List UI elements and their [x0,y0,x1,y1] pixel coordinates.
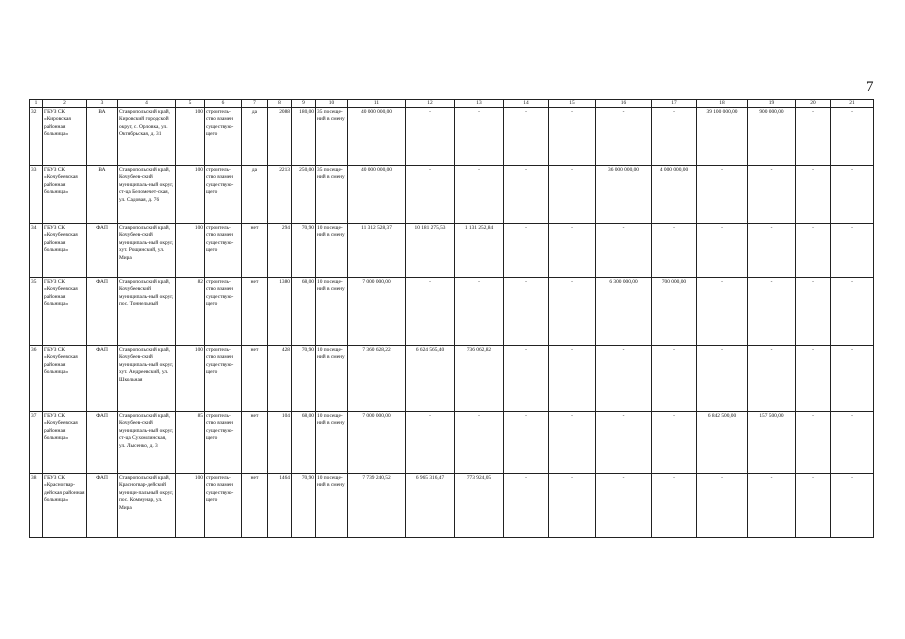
table-cell: 36 [30,346,43,412]
column-header: 4 [118,100,176,108]
table-cell: 35 посеще-ний в смену [316,108,348,166]
table-cell: 428 [268,346,292,412]
table-cell: 6 624 565,40 [406,346,455,412]
column-header: 19 [748,100,796,108]
table-cell: - [455,108,504,166]
column-header: 14 [504,100,549,108]
table-cell: 10 181 275,53 [406,224,455,278]
table-cell: 104 [268,412,292,474]
table-cell: 6 842 500,00 [697,412,748,474]
table-cell: 40 000 000,00 [348,166,406,224]
table-cell: ГБУЗ СК «Кочубеевская районная больница» [43,278,87,346]
table-cell: 70,90 [292,346,316,412]
column-header: 21 [831,100,874,108]
column-header: 6 [205,100,242,108]
table-cell: 10 посеще-ний в смену [316,474,348,538]
table-cell: 100 [176,346,205,412]
table-cell: - [831,474,874,538]
table-cell: ГБУЗ СК «Кировская районная больница» [43,108,87,166]
table-cell: ФАП [87,474,118,538]
table-cell: 40 000 000,00 [348,108,406,166]
table-cell: ФАП [87,412,118,474]
table-cell: строитель-ство взамен существую-щего [205,412,242,474]
table-cell: ФАП [87,224,118,278]
table-row [30,346,874,412]
table-cell: - [748,166,796,224]
table-cell: 7 739 240,52 [348,474,406,538]
table-cell: 6 300 000,00 [596,278,652,346]
table-cell: - [831,166,874,224]
column-header: 15 [549,100,596,108]
table-cell: Ставропольский край, Кочубеевский муниципаль-ный округ, пос. Тоннельный [118,278,176,346]
table-cell: 85 [176,412,205,474]
column-header: 10 [316,100,348,108]
column-header: 3 [87,100,118,108]
table-cell: 1 131 252,84 [455,224,504,278]
table-cell: да [242,166,268,224]
table-cell: 10 посеще-ний в смену [316,224,348,278]
table-cell: 100 [176,108,205,166]
table-cell: - [549,346,596,412]
table-cell: - [504,224,549,278]
table-cell: 900 000,00 [748,108,796,166]
table-cell: 37 [30,412,43,474]
table-cell: - [652,224,697,278]
table-cell: 4 000 000,00 [652,166,697,224]
table-cell: - [549,224,596,278]
table-cell: нет [242,224,268,278]
table-cell: 736 062,82 [455,346,504,412]
table-cell: - [504,346,549,412]
data-table [29,99,874,538]
table-cell: Ставропольский край, Кочубеев-ский муниципаль-ный округ, хут. Андреевский, ул. Школьная [118,346,176,412]
table-cell: - [831,346,874,412]
table-cell: ГБУЗ СК «Кочубеевская районная больница» [43,224,87,278]
table-cell: 36 000 000,00 [596,166,652,224]
table-cell: 2213 [268,166,292,224]
table-cell: строитель-ство взамен существую-щего [205,166,242,224]
table-cell: - [504,474,549,538]
table-cell: - [697,224,748,278]
table-cell: ФАП [87,278,118,346]
table-cell: 100 [176,166,205,224]
table-cell: 7 000 000,00 [348,278,406,346]
table-cell: - [596,108,652,166]
table-cell: - [652,412,697,474]
table-cell: 100 [176,474,205,538]
table-cell: - [504,278,549,346]
table-cell: нет [242,412,268,474]
table-cell: 700 000,00 [652,278,697,346]
table-cell: 68,00 [292,278,316,346]
table-cell: - [831,224,874,278]
table-cell: - [796,108,831,166]
table-cell: - [697,166,748,224]
table-cell: - [748,278,796,346]
table-cell: строитель-ство взамен существую-щего [205,224,242,278]
page-number: 7 [866,79,874,95]
table-cell: 6 965 316,47 [406,474,455,538]
table-cell: 10 посеще-ний в смену [316,346,348,412]
table-cell: ФАП [87,346,118,412]
table-cell: - [406,278,455,346]
table-cell: 70,90 [292,224,316,278]
table-cell: - [748,346,796,412]
table-cell: 32 [30,108,43,166]
table-cell: - [748,224,796,278]
table-cell: 100 [176,224,205,278]
table-cell: - [455,412,504,474]
table-cell: - [549,166,596,224]
table-cell: - [455,166,504,224]
table-cell: строитель-ство взамен существую-щего [205,346,242,412]
table-cell: 2088 [268,108,292,166]
table-cell: - [549,412,596,474]
table-cell: - [831,412,874,474]
column-header: 11 [348,100,406,108]
table-cell: - [796,412,831,474]
table-cell: 1464 [268,474,292,538]
table-cell: - [748,474,796,538]
table-cell: строитель-ство взамен существую-щего [205,474,242,538]
table-cell: 33 [30,166,43,224]
table-cell: - [504,108,549,166]
column-header: 5 [176,100,205,108]
table-cell: - [549,108,596,166]
table-cell: Ставропольский край, Кировский городской округ, с. Орловка, ул. Октябрьская, д. 31 [118,108,176,166]
table-cell: - [504,166,549,224]
table-cell: да [242,108,268,166]
table-cell: ГБУЗ СК «Кочубеевская районная больница» [43,412,87,474]
table-cell: ГБУЗ СК «Красногвар-дейская районная больница» [43,474,87,538]
table-cell: 34 [30,224,43,278]
table-cell: - [406,166,455,224]
column-header: 7 [242,100,268,108]
table-cell: - [406,412,455,474]
column-header: 16 [596,100,652,108]
table-cell: 68,00 [292,412,316,474]
table-cell: нет [242,346,268,412]
table-cell: - [796,166,831,224]
table-cell: 157 500,00 [748,412,796,474]
column-header: 13 [455,100,504,108]
table-cell: - [596,346,652,412]
table-row [30,108,874,166]
table-cell: 10 посеще-ний в смену [316,278,348,346]
table-cell: Ставропольский край, Красногвар-дейский муници-пальный округ, пос. Коммунар, ул. Мира [118,474,176,538]
table-cell: - [697,346,748,412]
table-cell: 82 [176,278,205,346]
table-row [30,412,874,474]
table-cell: - [549,474,596,538]
column-header: 20 [796,100,831,108]
table-cell: - [596,474,652,538]
table-cell: ГБУЗ СК «Кочубеевская районная больница» [43,346,87,412]
table-cell: - [697,474,748,538]
table-cell: - [652,474,697,538]
table-cell: - [697,278,748,346]
table-cell: 180,00 [292,108,316,166]
table-cell: нет [242,474,268,538]
table-cell: - [796,224,831,278]
table-cell: 10 посеще-ний в смену [316,412,348,474]
header-row [30,100,874,108]
table-cell: - [831,278,874,346]
table-cell: 294 [268,224,292,278]
column-header: 9 [292,100,316,108]
table-cell: ВА [87,166,118,224]
table-cell: - [406,108,455,166]
table-cell: Ставропольский край, Кочубеев-ский муниципаль-ный округ, ст-ца Сухомлинская, ул. Лысенко, д. 3 [118,412,176,474]
table-cell: - [596,412,652,474]
table-row [30,224,874,278]
table-cell: - [455,278,504,346]
table-cell: - [596,224,652,278]
column-header: 1 [30,100,43,108]
table-cell: - [504,412,549,474]
table-cell: 250,00 [292,166,316,224]
table-cell: строитель-ство взамен существую-щего [205,278,242,346]
table-cell: ГБУЗ СК «Кочубеевская районная больница» [43,166,87,224]
column-header: 17 [652,100,697,108]
column-header: 2 [43,100,87,108]
column-header: 18 [697,100,748,108]
table-cell: - [796,474,831,538]
table-cell: Ставропольский край, Кочубеев-ский муниципаль-ный округ, ст-ца Беломечет-ская, ул. Садовая, д. 76 [118,166,176,224]
table-cell: 70,90 [292,474,316,538]
table-cell: - [796,278,831,346]
table-cell: - [831,108,874,166]
table-cell: Ставропольский край, Кочубеев-ский муниципаль-ный округ, хут. Рощинский, ул. Мира [118,224,176,278]
table-cell: - [652,108,697,166]
table-cell: 1380 [268,278,292,346]
table-cell: 38 [30,474,43,538]
table-row [30,474,874,538]
column-header: 8 [268,100,292,108]
table-cell: нет [242,278,268,346]
table-row [30,166,874,224]
table-cell: - [796,346,831,412]
table-cell: - [549,278,596,346]
table-cell: 773 924,05 [455,474,504,538]
table-cell: 7 000 000,00 [348,412,406,474]
table-row [30,278,874,346]
table-cell: ВА [87,108,118,166]
table-cell: - [652,346,697,412]
table-cell: 7 360 628,22 [348,346,406,412]
table-cell: строитель-ство взамен существую-щего [205,108,242,166]
table-cell: 11 312 528,37 [348,224,406,278]
table-cell: 35 [30,278,43,346]
column-header: 12 [406,100,455,108]
table-cell: 39 100 000,00 [697,108,748,166]
table-cell: 35 посеще-ний в смену [316,166,348,224]
